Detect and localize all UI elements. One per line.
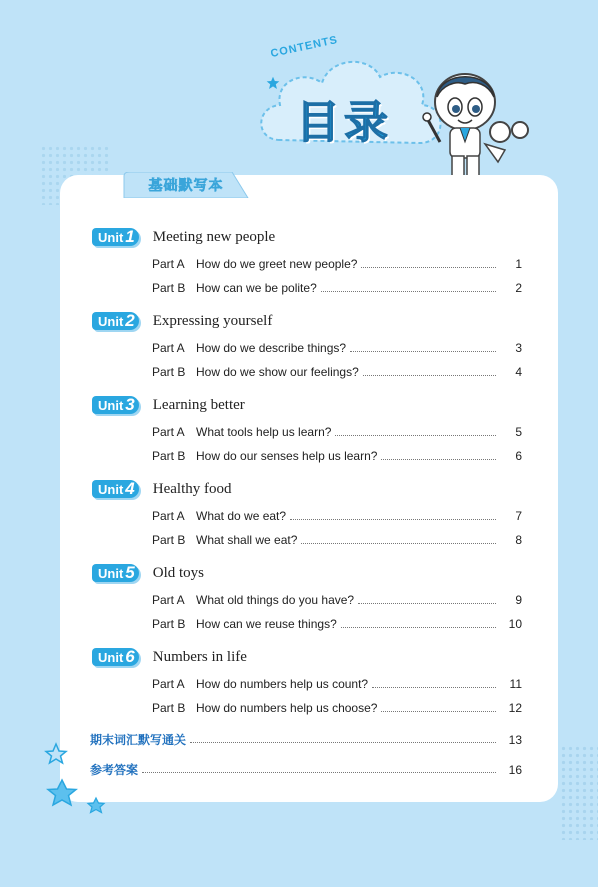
unit-badge: Unit 4 [92, 480, 139, 498]
part-label: Part B [152, 533, 186, 547]
part-question: What tools help us learn? [196, 425, 332, 439]
cartoon-boy-icon [410, 62, 540, 192]
contents-label: CONTENTS [269, 34, 340, 60]
page-number: 7 [515, 509, 522, 523]
dot-leader [290, 519, 496, 520]
toc-entry[interactable] [152, 341, 522, 355]
section-tab-label: 基础默写本 [148, 178, 224, 194]
part-question: How do we show our feelings? [196, 365, 359, 379]
part-label: Part B [152, 701, 186, 715]
part-label: Part A [152, 425, 185, 439]
dot-leader [358, 603, 496, 604]
part-question: What do we eat? [196, 509, 287, 523]
part-label: Part B [152, 281, 186, 295]
unit-heading[interactable] [92, 312, 272, 330]
toc-entry[interactable] [152, 365, 522, 379]
part-label: Part A [152, 677, 185, 691]
dot-leader [363, 375, 496, 376]
part-question: How can we reuse things? [196, 617, 337, 631]
toc-entry[interactable] [152, 677, 522, 691]
part-question: How do we describe things? [196, 341, 347, 355]
unit-badge: Unit 5 [92, 564, 139, 582]
part-label: Part A [152, 341, 185, 355]
toc-entry[interactable] [152, 257, 522, 271]
page-number: 16 [508, 762, 522, 777]
page-number: 11 [509, 677, 522, 691]
unit-heading[interactable] [92, 228, 275, 246]
dot-leader [381, 711, 496, 712]
dot-leader [321, 291, 496, 292]
unit-heading[interactable] [92, 648, 247, 666]
page-number: 9 [515, 593, 522, 607]
unit-heading[interactable] [92, 396, 245, 414]
toc-entry[interactable] [152, 449, 522, 463]
part-question: How do we greet new people? [196, 257, 358, 271]
unit-title: Learning better [152, 396, 245, 413]
part-question: What shall we eat? [196, 533, 298, 547]
page-number: 13 [508, 732, 522, 747]
unit-heading[interactable] [92, 480, 231, 498]
page-number: 6 [515, 449, 522, 463]
part-label: Part B [152, 365, 186, 379]
part-label: Part B [152, 617, 186, 631]
part-question: How do numbers help us choose? [196, 701, 378, 715]
page-number: 8 [515, 533, 522, 547]
toc-entry-extra[interactable] [90, 761, 522, 778]
dot-leader [341, 627, 496, 628]
dot-leader [381, 459, 496, 460]
unit-title: Meeting new people [152, 228, 276, 245]
page-number: 4 [515, 365, 522, 379]
dot-leader [301, 543, 496, 544]
unit-title: Healthy food [152, 480, 232, 497]
unit-badge: Unit 6 [92, 648, 139, 666]
part-label: Part A [152, 257, 185, 271]
extra-title: 期末词汇默写通关 [90, 733, 187, 747]
part-question: How do our senses help us learn? [196, 449, 378, 463]
toc-entry[interactable] [152, 425, 522, 439]
unit-badge: Unit 1 [92, 228, 139, 246]
part-label: Part B [152, 449, 186, 463]
toc-entry[interactable] [152, 617, 522, 631]
dot-leader [361, 267, 496, 268]
page-number: 3 [515, 341, 522, 355]
decorative-dots [560, 745, 598, 840]
part-label: Part A [152, 509, 185, 523]
unit-title: Expressing yourself [152, 312, 273, 329]
dot-leader [350, 351, 496, 352]
dot-leader [142, 772, 496, 773]
toc-entry[interactable] [152, 509, 522, 523]
page-title: 目录 [296, 97, 392, 148]
page-number: 1 [515, 257, 522, 271]
toc-entry[interactable] [152, 593, 522, 607]
dot-leader [372, 687, 496, 688]
page-number: 2 [515, 281, 522, 295]
dot-leader [190, 742, 496, 743]
unit-title: Old toys [152, 564, 205, 581]
toc-entry[interactable] [152, 281, 522, 295]
unit-title: Numbers in life [152, 648, 247, 665]
page-number: 12 [508, 701, 522, 715]
unit-badge: Unit 3 [92, 396, 139, 414]
toc-entry[interactable] [152, 701, 522, 715]
dot-leader [335, 435, 496, 436]
star-icon [266, 76, 280, 90]
toc-entry[interactable] [152, 533, 522, 547]
part-question: How do numbers help us count? [196, 677, 369, 691]
unit-heading[interactable] [92, 564, 204, 582]
extra-title: 参考答案 [90, 763, 139, 777]
page-number: 5 [515, 425, 522, 439]
part-question: What old things do you have? [196, 593, 355, 607]
part-question: How can we be polite? [196, 281, 317, 295]
unit-badge: Unit 2 [92, 312, 139, 330]
part-label: Part A [152, 593, 185, 607]
stars-icon [40, 740, 120, 820]
toc-entry-extra[interactable] [90, 731, 522, 748]
page-number: 10 [508, 617, 522, 631]
